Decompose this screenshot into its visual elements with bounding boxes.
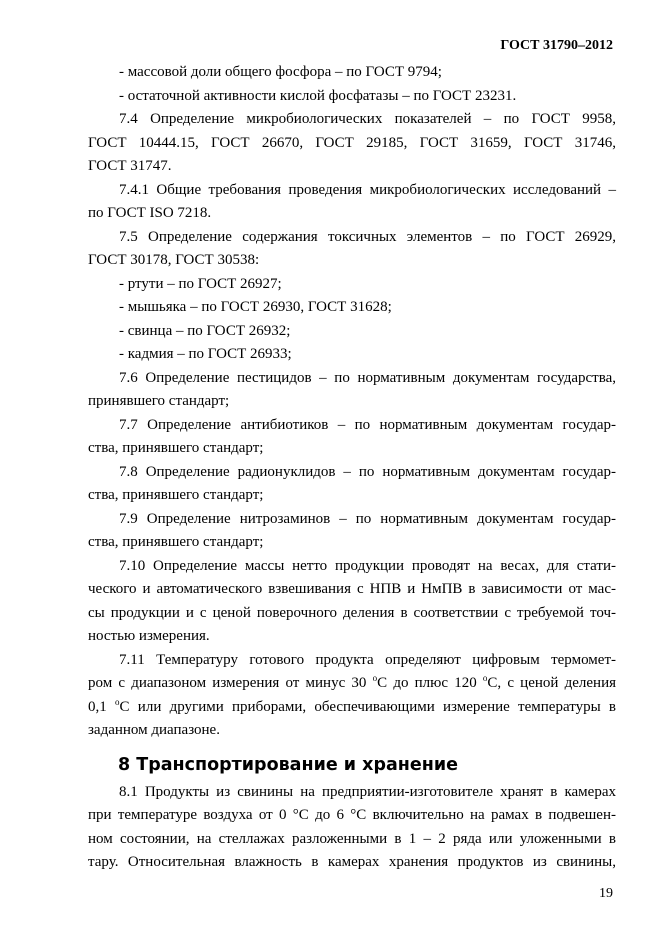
page-number: 19	[599, 886, 613, 901]
paragraph-7-10	[88, 555, 616, 649]
paragraph-line: 7.10 Определение массы нетто продукции проводят на весах, для стати-	[119, 557, 616, 574]
paragraph-line: 7.6 Определение пестицидов – по нормативным документам государства,	[119, 369, 616, 386]
section-8-heading: 8 Транспортирование и хранение	[118, 754, 458, 775]
document-body	[88, 61, 616, 875]
paragraph-7-9	[88, 508, 616, 555]
paragraph-line: ческого и автоматического взвешивания с НПВ и НмПВ в зависимости от мас-	[88, 581, 616, 597]
degree-mark: o	[115, 696, 120, 707]
degree-mark: o	[372, 673, 378, 683]
paragraph-line: 7.4 Определение микробиологических показателей – по ГОСТ 9958,	[119, 111, 616, 127]
text-run: ром с диапазоном измерения от минус 30	[88, 675, 373, 691]
text-run: С до плюс 120	[377, 675, 483, 691]
paragraph-line: ства, принявшего стандарт;	[88, 487, 264, 503]
paragraph-line: тару. Относительная влажность в камерах хранения продуктов из свинины,	[88, 854, 616, 870]
paragraph-7-7	[88, 414, 616, 461]
paragraph-line: ства, принявшего стандарт;	[88, 440, 264, 456]
paragraph-line: принявшего стандарт;	[88, 393, 230, 409]
paragraph-line: ГОСТ 31747.	[88, 158, 172, 174]
text-run: 0,1	[88, 698, 116, 715]
paragraph-7-8	[88, 461, 616, 508]
paragraph-line: 7.8 Определение радионуклидов – по нормативным документам государ-	[119, 463, 616, 480]
list-item-cadmium: - кадмия – по ГОСТ 26933;	[119, 346, 292, 362]
paragraph-7-4-1	[88, 179, 616, 226]
paragraph-line: заданном диапазоне.	[88, 722, 220, 738]
list-item-phosphatase: - остаточной активности кислой фосфатазы – по ГОСТ 23231.	[119, 87, 517, 104]
list-item-lead: - свинца – по ГОСТ 26932;	[119, 322, 291, 339]
paragraph-line: ства, принявшего стандарт;	[88, 534, 264, 550]
paragraph-line: 7.7 Определение антибиотиков – по нормативным документам государ-	[119, 416, 616, 433]
list-item-phosphorus: - массовой доли общего фосфора – по ГОСТ 9794;	[119, 64, 442, 80]
paragraph-line: 7.4.1 Общие требования проведения микробиологических исследований –	[119, 181, 616, 198]
paragraph-line: 7.5 Определение содержания токсичных элементов – по ГОСТ 26929,	[119, 228, 616, 245]
paragraph-7-11	[88, 649, 616, 743]
paragraph-line: при температуре воздуха от 0 °С до 6 °С включительно на рамах в подвешен-	[88, 807, 616, 823]
paragraph-line: 7.11 Температуру готового продукта определяют цифровым термомет-	[119, 651, 616, 668]
paragraph-line: сы продукции и с ценой поверочного деления в соответствии с требуемой точ-	[88, 604, 616, 621]
degree-mark: o	[482, 673, 488, 683]
paragraph-line	[88, 696, 616, 720]
paragraph-7-5	[88, 226, 616, 273]
paragraph-line: ГОСТ 30178, ГОСТ 30538:	[88, 252, 260, 268]
text-run: С или другими приборами, обеспечивающими измерение температуры в	[119, 698, 616, 715]
list-item-mercury: - ртути – по ГОСТ 26927;	[119, 275, 282, 292]
paragraph-7-4	[88, 108, 616, 179]
list-item-arsenic: - мышьяка – по ГОСТ 26930, ГОСТ 31628;	[119, 299, 392, 315]
paragraph-line	[88, 672, 616, 696]
paragraph-line: ном состоянии, на стеллажах разложенными в 1 – 2 ряда или уложенными в	[88, 830, 616, 847]
paragraph-line: ГОСТ 10444.15, ГОСТ 26670, ГОСТ 29185, ГОСТ 31659, ГОСТ 31746,	[88, 134, 616, 151]
paragraph-line: ностью измерения.	[88, 628, 210, 644]
document-header: ГОСТ 31790–2012	[500, 38, 613, 53]
paragraph-line: 8.1 Продукты из свинины на предприятии-изготовителе хранят в камерах	[119, 783, 616, 800]
paragraph-line: по ГОСТ ISO 7218.	[88, 205, 212, 221]
paragraph-8-1	[88, 781, 616, 875]
text-run: С, с ценой деления	[487, 675, 616, 691]
paragraph-line: 7.9 Определение нитрозаминов – по нормативным документам государ-	[119, 510, 616, 527]
paragraph-7-6	[88, 367, 616, 414]
